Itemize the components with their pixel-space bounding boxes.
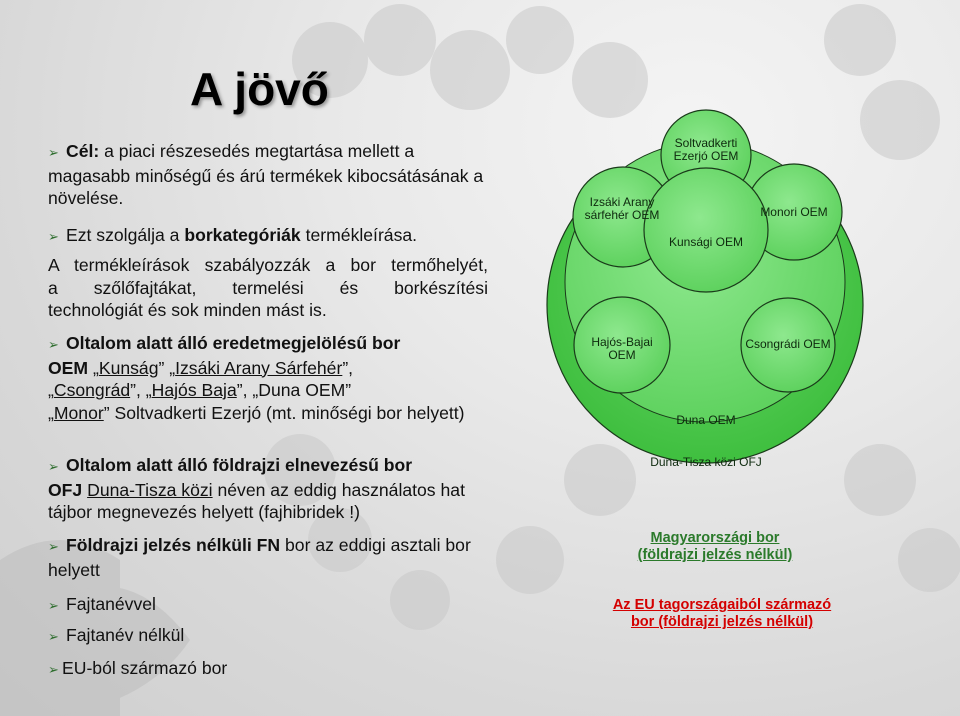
bullet-oem: ➢ Oltalom alatt álló eredetmegjelölésű bor OEM „Kunság” „Izsáki Arany Sárfehér”, „Csongrád”, „Hajós Baja”, „Duna OEM” „Monor” Soltvadkerti Ezerjó (mt. minőségi bor helyett) bbox=[48, 333, 465, 423]
bullet-varietal: ➢ Fajtanévvel bbox=[48, 593, 488, 618]
bullet-fn: ➢ Földrajzi jelzés nélküli FN bor az eddigi asztali bor helyett bbox=[48, 535, 471, 580]
kunsagi-circle bbox=[644, 168, 768, 292]
label-hajos-bajai: Hajós-Bajai OEM bbox=[591, 335, 653, 362]
label-duna-tisza-ofj: Duna-Tisza közi OFJ bbox=[650, 455, 762, 469]
label-kunsagi: Kunsági OEM bbox=[668, 235, 744, 249]
bullet-goal: ➢ Cél: a piaci részesedés megtartása mellett a magasabb minőségű és árú termékek kibocsátásának a növelése. bbox=[48, 141, 484, 208]
arrow-bullet-icon: ➢ bbox=[48, 629, 59, 644]
arrow-bullet-icon: ➢ bbox=[48, 662, 59, 677]
arrow-bullet-icon: ➢ bbox=[48, 539, 59, 554]
label-csongradi: Csongrádi OEM bbox=[745, 337, 831, 351]
caption-hungarian-wine: Magyarországi bor (földrajzi jelzés nélkül) bbox=[637, 530, 793, 563]
label-izsaki: Izsáki Arany sárfehér OEM bbox=[584, 195, 660, 222]
bullet-eu-wine: ➢ EU-ból származó bor bbox=[48, 657, 488, 682]
paragraph-product-description: A termékleírások szabályozzák a bor termőhelyét, a szőlőfajtákat, termelési és borkészítési technológiát és sok minden mást is. bbox=[48, 255, 488, 320]
arrow-bullet-icon: ➢ bbox=[48, 337, 59, 352]
arrow-bullet-icon: ➢ bbox=[48, 145, 59, 160]
arrow-bullet-icon: ➢ bbox=[48, 229, 59, 244]
label-duna-oem: Duna OEM bbox=[676, 413, 736, 427]
arrow-bullet-icon: ➢ bbox=[48, 459, 59, 474]
bullet-ofj: ➢ Oltalom alatt álló földrajzi elnevezésű bor OFJ Duna-Tisza közi néven az eddig használatos hat tájbor megnevezés helyett (fajhibridek !) bbox=[48, 455, 465, 522]
page-title: A jövő bbox=[190, 63, 329, 115]
bullet-no-varietal: ➢ Fajtanév nélkül bbox=[48, 624, 488, 649]
bullet-categories: ➢ Ezt szolgálja a borkategóriák termékleírása. bbox=[48, 224, 488, 249]
caption-eu-wine: Az EU tagországaiból származó bor (földrajzi jelzés nélkül) bbox=[612, 597, 832, 630]
label-monori: Monori OEM bbox=[760, 205, 828, 219]
arrow-bullet-icon: ➢ bbox=[48, 598, 59, 613]
label-soltvadkerti: Soltvadkerti Ezerjó OEM bbox=[673, 136, 739, 163]
